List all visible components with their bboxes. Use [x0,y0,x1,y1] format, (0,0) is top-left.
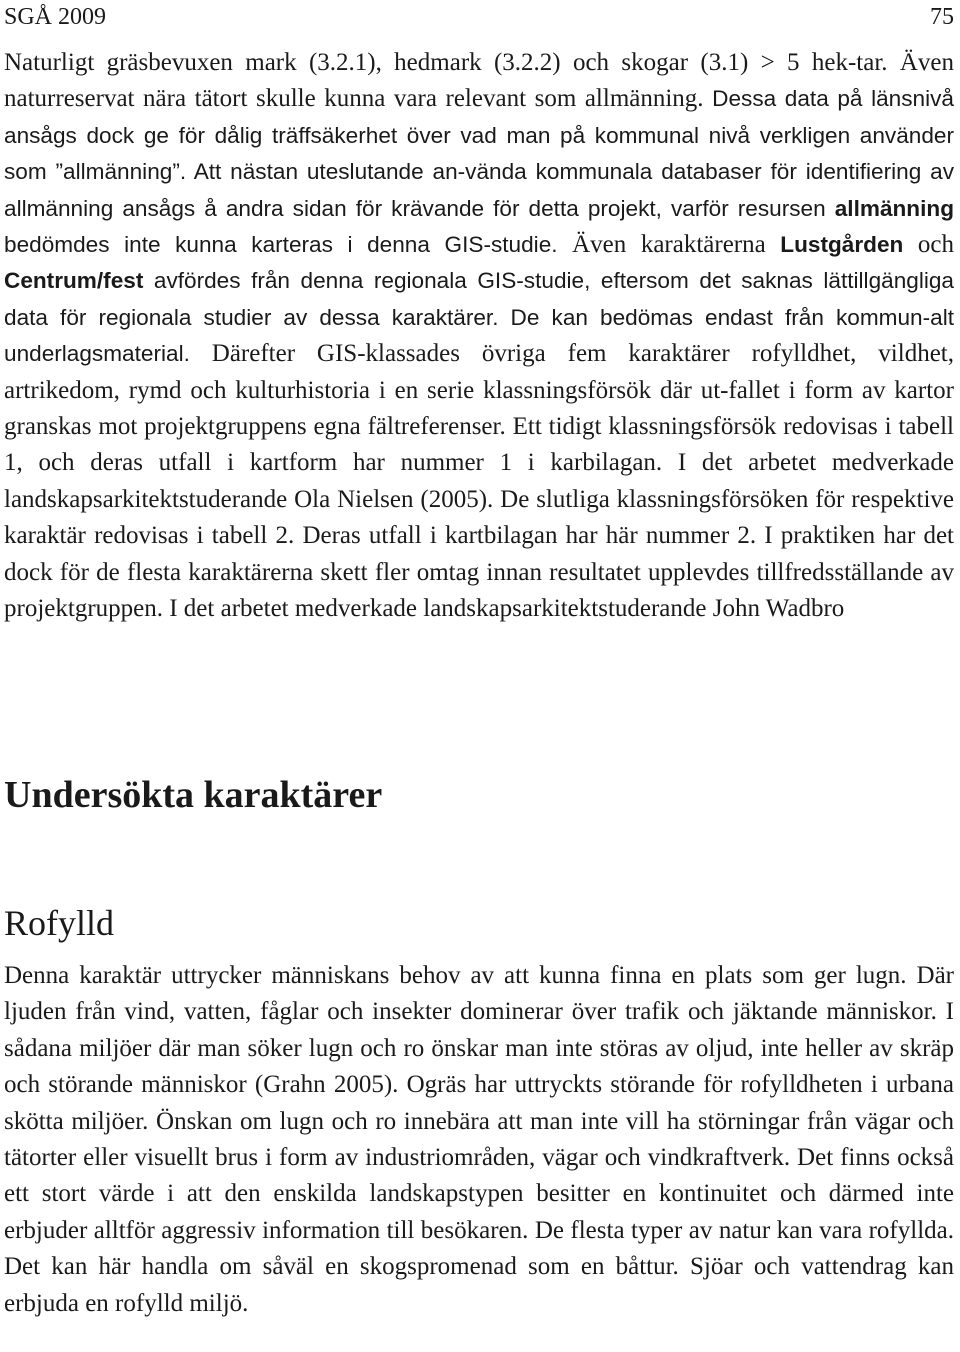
text-segment: Även karaktärerna [557,231,781,259]
running-header [4,2,954,32]
body-text [4,45,954,628]
rofylld-section [4,958,954,1322]
subsection-heading: Rofylld [4,903,115,943]
text-segment: Dessa data på länsnivå ansågs dock ge för dålig träffsäkerhet över vad man på kommunal nivå verkligen använder som ”allmänning”. Att nästan uteslutande an-vända kommunala databaser för identifiering av allmänning ansågs å andra sidan för krävande för detta projekt, varför resursen [4,86,954,221]
page-number: 75 [930,4,954,30]
section-heading: Undersökta karaktärer [4,774,383,816]
bold-term-allmanning: allmänning [834,195,954,221]
text-segment: och [903,231,954,259]
journal-label: SGÅ 2009 [4,4,107,30]
text-segment: Naturligt gräsbevuxen mark (3.2.1), hedmark (3.2.2) och skogar (3.1) > 5 hek-tar. Även naturreservat nära tätort skulle kunna vara relevant som allmänning. [4,49,954,113]
text-segment: bedömdes inte kunna karteras i denna GIS-studie. [4,232,558,258]
intro-paragraph [4,45,954,628]
text-segment: avfördes från denna regionala GIS-studie, eftersom det saknas lättillgängliga data för regionala studier av dessa karaktärer. De kan bedömas endast från kommun-alt underlagsmaterial. [4,268,954,367]
bold-term-lustgarden: Lustgården [780,232,904,258]
rofylld-paragraph: Denna karaktär uttrycker människans behov av att kunna finna en plats som ger lugn. Där ljuden från vind, vatten, fåglar och insekter dominerar över trafik och jäktande människor. I sådana miljöer där man söker lugn och ro önskar man inte störas av oljud, inte heller av skräp och störande människor (Grahn 2005). Ogräs har uttryckts störande för rofylldheten i urbana skötta miljöer. Önskan om lugn och ro innebära att man inte vill ha störningar från vägar och tätorter eller visuellt brus i form av industriområden, vägar och vindkraftverk. Det finns också ett stort värde i att den enskilda landskapstypen besitter en kontinuitet och därmed inte erbjuder alltför aggressiv information till besökaren. De flesta typer av natur kan vara rofyllda. Det kan här handla om såväl en skogspromenad som en båttur. Sjöar och vattendrag kan erbjuda en rofylld miljö. [4,962,954,1317]
bold-term-centrum-fest: Centrum/fest [4,268,144,294]
text-segment: Därefter GIS-klassades övriga fem karaktärer rofylldhet, vildhet, artrikedom, rymd och kulturhistoria i en serie klassningsförsök där ut-fallet i form av kartor granskas mot projektgruppens egna fältreferenser. Ett tidigt klassningsförsök redovisas i tabell 1, och deras utfall i kartform har nummer 1 i karbilagan. I det arbetet medverkade landskapsarkitektstuderande Ola Nielsen (2005). De slutliga klassningsförsöken för respektive karaktär redovisas i tabell 2. Deras utfall i kartbilagan har här nummer 2. I praktiken har det dock för de flesta karaktärerna skett fler omtag innan resultatet upplevdes tillfredsställande av projektgruppen. I det arbetet medverkade landskapsarkitektstuderande John Wadbro [4,340,954,623]
